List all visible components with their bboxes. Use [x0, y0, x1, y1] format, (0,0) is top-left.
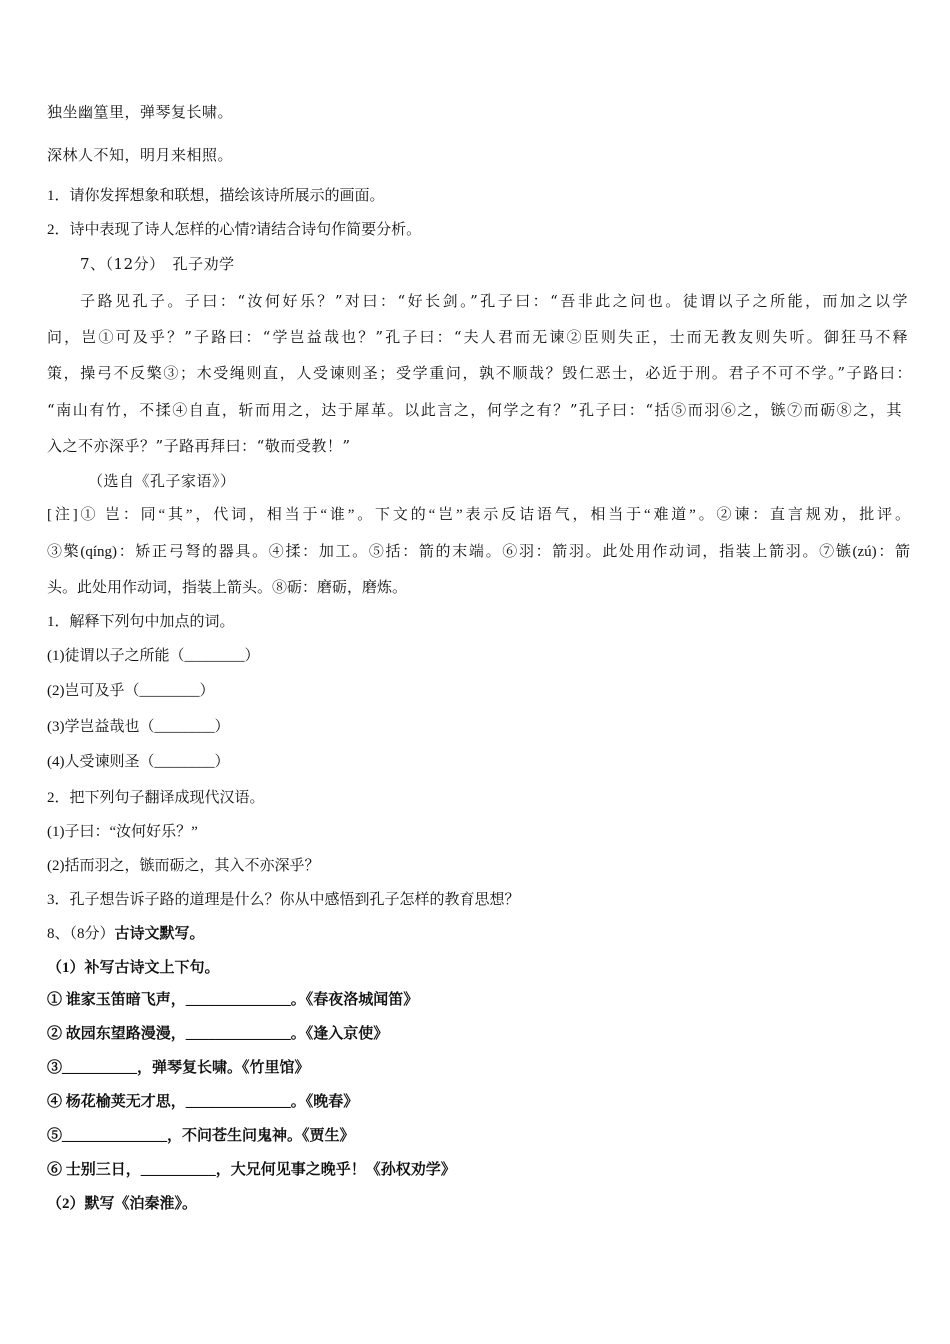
- q7-sub2-item-2: (2)括而羽之，镞而砺之，其入不亦深乎？: [47, 858, 320, 874]
- q7-note-line-2: ③檠(qíng)：矫正弓弩的器具。④揉：加工。⑤括：箭的末端。⑥羽：箭羽。此处用作动词，指装上箭羽。⑦镞(zú)：箭: [47, 544, 910, 560]
- q8-header-prefix: 8、（8分）: [47, 926, 115, 942]
- q7-passage-line-3: 策，操弓不反檠③；木受绳则直，人受谏则圣；受学重问，孰不顺哉？毁仁恶士，必近于刑。君子不可不学。”子路曰：: [47, 364, 912, 382]
- poem-line-2: 深林人不知，明月来相照。: [47, 146, 234, 164]
- q7-note-line-3: 头。此处用作动词，指装上箭头。⑧砺：磨砺，磨炼。: [47, 580, 408, 596]
- q7-note-line-1: [注]① 岂：同“其”，代词，相当于“谁”。下文的“岂”表示反诘语气，相当于“难道”。②谏：直言规劝，批评。: [47, 507, 910, 523]
- poem-line-1: 独坐幽篁里，弹琴复长啸。: [47, 103, 234, 121]
- q8-item-6: ⑥ 士别三日，__________，大兄何见事之晚乎！《孙权劝学》: [47, 1162, 456, 1178]
- q7-passage-line-1: 子路见孔子。子曰：“汝何好乐？”对曰：“好长剑。”孔子曰：“吾非此之问也。徒谓以子之所能，而加之以学: [80, 292, 908, 310]
- q7-passage-line-2: 问，岂①可及乎？”子路曰：“学岂益哉也？”孔子曰：“夫人君而无谏②臣则失正，士而无教友则失听。御狂马不释: [47, 328, 908, 346]
- q7-sub2-item-1: (1)子曰：“汝何好乐？”: [47, 824, 198, 840]
- q8-item-3: ③__________，弹琴复长啸。《竹里馆》: [47, 1060, 310, 1076]
- q7-passage-line-4: “南山有竹，不揉④自直，斩而用之，达于犀革。以此言之，何学之有？”孔子曰：“括⑤而羽⑥之，镞⑦而砺⑧之，其: [47, 401, 902, 419]
- q7-sub2-title: 2．把下列句子翻译成现代汉语。: [47, 790, 265, 806]
- q8-part2: （2）默写《泊秦淮》。: [47, 1196, 198, 1212]
- q7-header: 7、（12分） 孔子劝学: [80, 255, 235, 273]
- q8-header-title: 古诗文默写。: [114, 926, 205, 942]
- q7-passage-line-5: 入之不亦深乎？”子路再拜曰：“敬而受教！”: [47, 437, 351, 455]
- q7-sub1-item-3: (3)学岂益哉也（________）: [47, 719, 230, 735]
- q7-source: （选自《孔子家语》）: [88, 472, 236, 490]
- q7-sub1-item-4: (4)人受谏则圣（________）: [47, 754, 230, 770]
- q7-sub1-title: 1．解释下列句中加点的词。: [47, 614, 235, 630]
- q8-part1: （1）补写古诗文上下句。: [47, 960, 220, 976]
- poem-question-1: 1．请你发挥想象和联想，描绘该诗所展示的画面。: [47, 188, 385, 204]
- q8-item-4: ④ 杨花榆荚无才思，______________。《晚春》: [47, 1094, 359, 1110]
- poem-question-2: 2．诗中表现了诗人怎样的心情?请结合诗句作简要分析。: [47, 222, 422, 238]
- q8-header: [47, 924, 910, 944]
- q7-sub1-item-1: (1)徒谓以子之所能（________）: [47, 648, 260, 664]
- q7-sub3: 3．孔子想告诉子路的道理是什么？你从中感悟到孔子怎样的教育思想？: [47, 892, 520, 908]
- q7-sub1-item-2: (2)岂可及乎（________）: [47, 683, 215, 699]
- q8-item-2: ② 故园东望路漫漫，______________。《逢入京使》: [47, 1026, 389, 1042]
- q8-item-5: ⑤______________，不问苍生问鬼神。《贾生》: [47, 1128, 355, 1144]
- q8-item-1: ① 谁家玉笛暗飞声，______________。《春夜洛城闻笛》: [47, 992, 419, 1008]
